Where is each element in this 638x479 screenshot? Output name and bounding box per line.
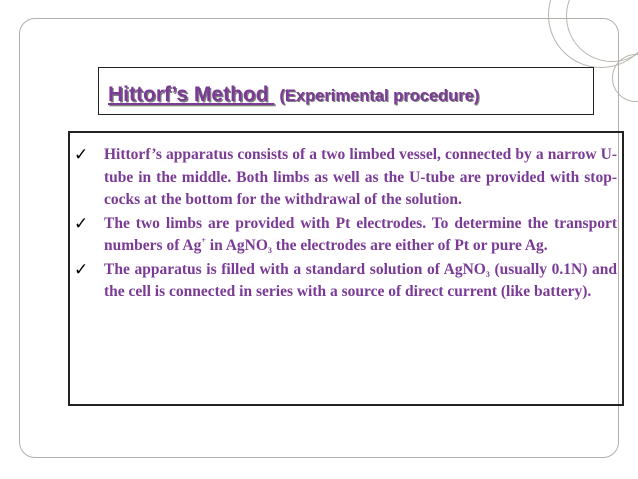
bullet-text: The two limbs are provided with Pt electrodes. To determine the transport numbers of Ag: [104, 214, 617, 254]
bullet-text: (usually 0.1N) and the cell is connected in series with a source of direct current (like battery).: [104, 260, 617, 300]
bullet-text: the electrodes are either of Pt or pure Ag.: [271, 237, 548, 254]
title-main: Hittorf’s Method: [108, 83, 275, 106]
slide-title: [108, 83, 479, 107]
bullet-text: in AgNO: [205, 237, 268, 254]
checkmark-bullet-icon: ✓: [74, 145, 89, 165]
bullet-text: The apparatus is filled with a standard solution of AgNO: [104, 260, 486, 278]
subscript-3: 3: [485, 269, 490, 279]
checkmark-bullet-icon: ✓: [74, 259, 89, 280]
bullet-text: Hittorf’s apparatus consists of a two limbed vessel, connected by a narrow U-tube in the middle. Both limbs as well as the U-tube are provided with stop-cocks at the bottom for the withdrawal of the solution.: [104, 146, 617, 208]
checkmark-bullet-icon: ✓: [74, 213, 89, 234]
title-subtitle: (Experimental procedure): [279, 87, 480, 105]
bullet-item-apparatus: [74, 144, 617, 212]
superscript-plus: +: [201, 236, 206, 245]
bullet-item-solution: [74, 259, 617, 304]
bullet-item-electrodes: [74, 213, 617, 258]
subscript-3: 3: [267, 246, 272, 255]
bullet-list: [74, 144, 617, 304]
